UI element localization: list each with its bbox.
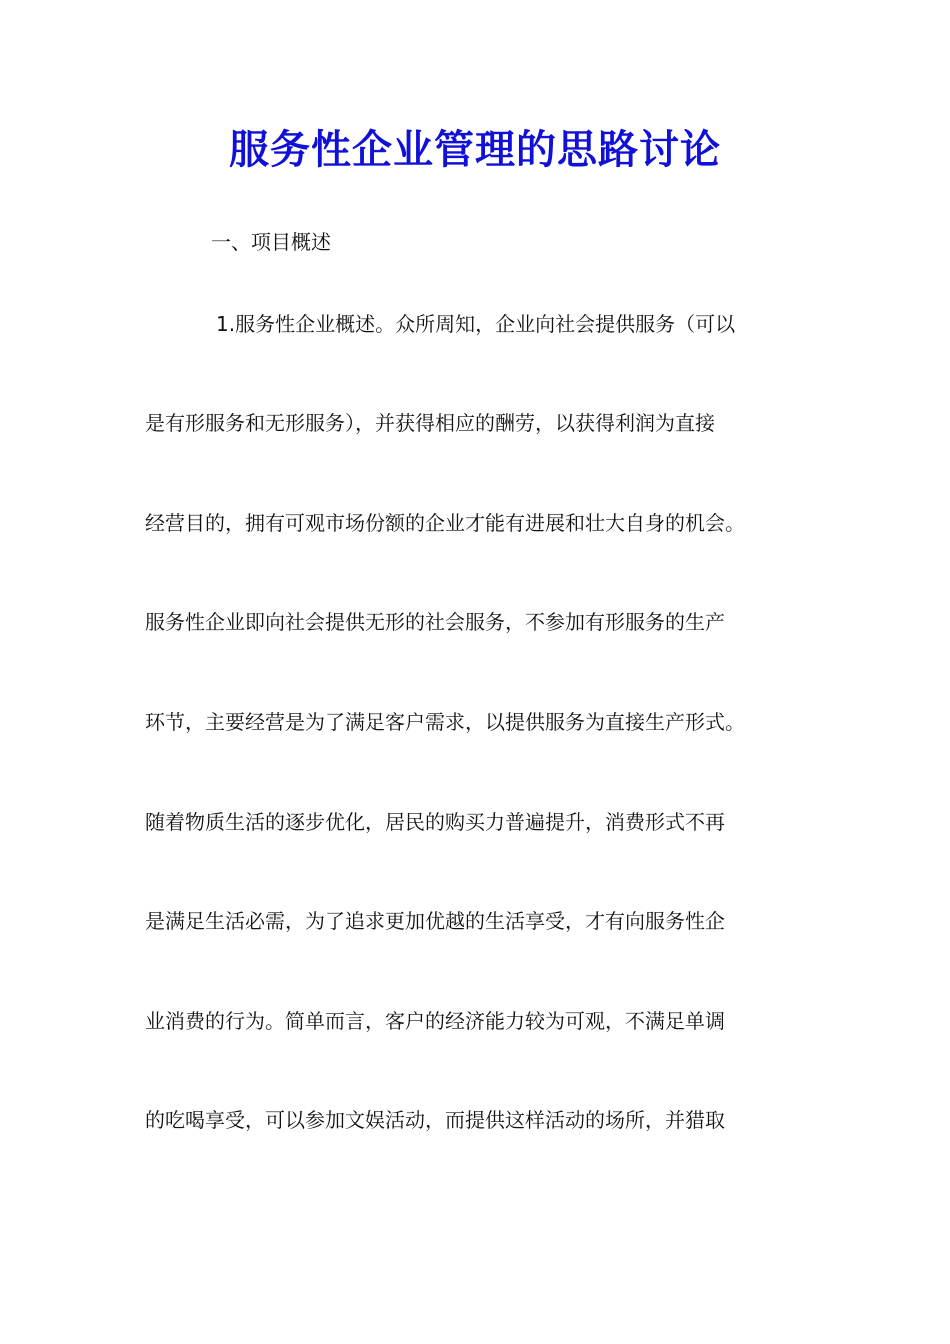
paragraph-line: 业消费的行为。简单而言，客户的经济能力较为可观，不满足单调 bbox=[145, 1009, 725, 1033]
paragraph-line: 随着物质生活的逐步优化，居民的购买力普遍提升，消费形式不再 bbox=[145, 810, 725, 834]
paragraph-line: 环节，主要经营是为了满足客户需求，以提供服务为直接生产形式。 bbox=[145, 710, 745, 734]
paragraph-line: 的吃喝享受，可以参加文娱活动，而提供这样活动的场所，并猎取 bbox=[145, 1108, 725, 1132]
paragraph-line: 是满足生活必需，为了追求更加优越的生活享受，才有向服务性企 bbox=[145, 909, 725, 933]
document-title: 服务性企业管理的思路讨论 bbox=[229, 127, 721, 173]
section-heading: 一、项目概述 bbox=[211, 230, 331, 254]
paragraph-line: 经营目的，拥有可观市场份额的企业才能有进展和壮大自身的机会。 bbox=[145, 511, 745, 535]
paragraph-line: 1.服务性企业概述。众所周知，企业向社会提供服务（可以 bbox=[216, 312, 736, 336]
paragraph-line: 服务性企业即向社会提供无形的社会服务，不参加有形服务的生产 bbox=[145, 610, 725, 634]
paragraph-line: 是有形服务和无形服务），并获得相应的酬劳，以获得利润为直接 bbox=[145, 411, 715, 435]
